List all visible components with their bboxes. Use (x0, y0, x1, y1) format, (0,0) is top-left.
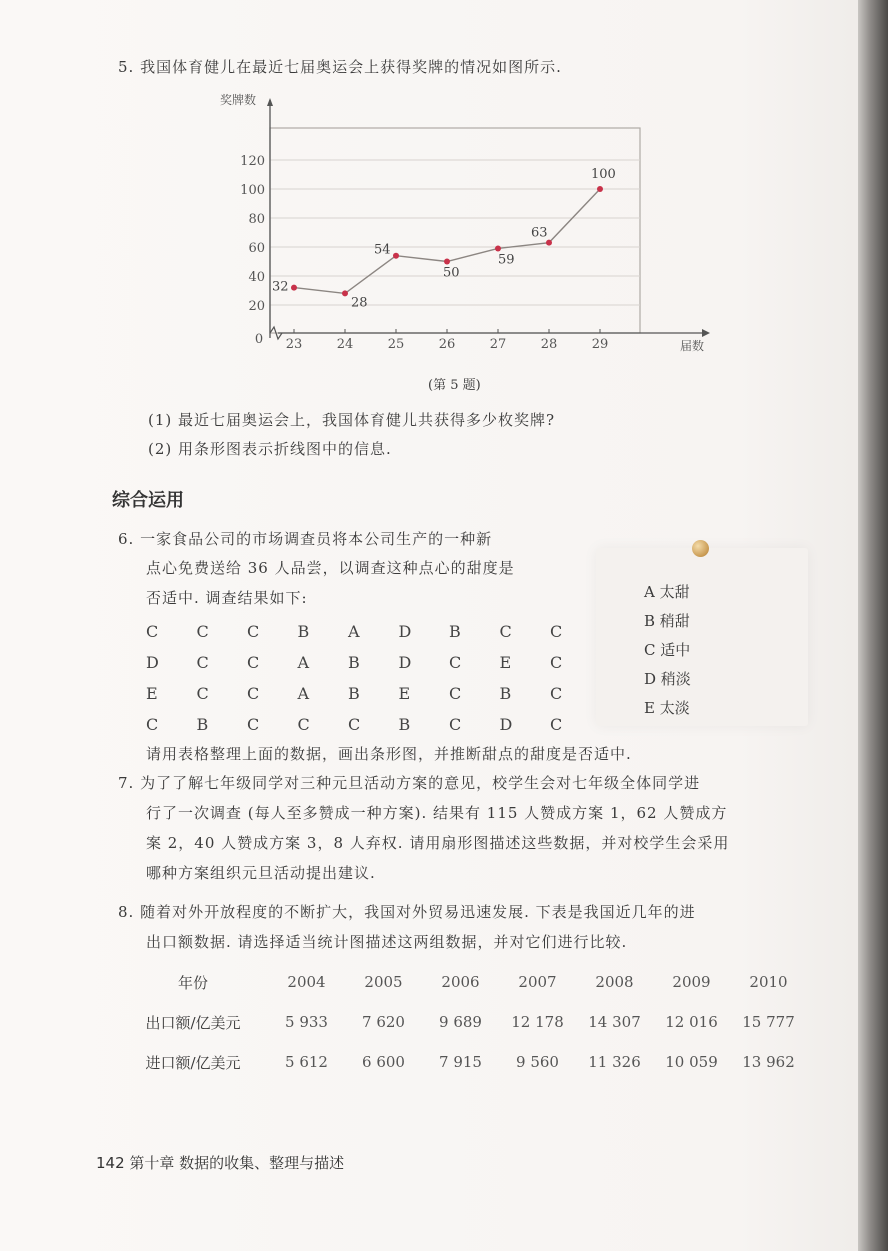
survey-cell: D (398, 653, 412, 672)
data-label: 32 (272, 279, 289, 295)
survey-cell: C (247, 684, 260, 703)
survey-cell: C (196, 684, 209, 703)
table-row (118, 1002, 818, 1042)
survey-cell: B (196, 715, 209, 734)
table-header-cell: 年份 (177, 973, 208, 992)
question-6-line-3: 否适中. 调查结果如下: (146, 589, 308, 607)
legend-item: E 太淡 (644, 699, 690, 717)
survey-cell: B (499, 684, 512, 703)
x-tick-label: 26 (438, 337, 456, 352)
data-point (291, 285, 297, 291)
data-point (342, 290, 348, 296)
legend-item: D 稍淡 (644, 670, 691, 688)
question-7-line-2: 行了一次调查 (每人至多赞成一种方案). 结果有 115 人赞成方案 1，62 人赞成方 (146, 804, 728, 822)
survey-cell: C (550, 715, 563, 734)
question-5-sub-1: (1) 最近七届奥运会上，我国体育健儿共获得多少枚奖牌? (148, 411, 556, 429)
data-label: 54 (374, 242, 391, 258)
question-6-line-2: 点心免费送给 36 人品尝，以调查这种点心的甜度是 (146, 559, 515, 577)
survey-cell: C (449, 715, 462, 734)
survey-cell: C (449, 684, 462, 703)
table-cell: 13 962 (742, 1053, 795, 1071)
table-header-cell: 2009 (672, 973, 711, 991)
survey-cell: C (348, 715, 361, 734)
survey-cell: A (297, 684, 310, 703)
table-cell: 15 777 (742, 1013, 795, 1031)
survey-cell: C (196, 653, 209, 672)
legend-item: B 稍甜 (644, 612, 690, 630)
x-tick-label: 27 (489, 337, 507, 352)
legend-item: C 适中 (644, 641, 691, 659)
x-tick-label: 23 (285, 337, 303, 352)
table-header-cell: 2004 (287, 973, 326, 991)
survey-row (146, 616, 601, 647)
question-7-line-3: 案 2，40 人赞成方案 3，8 人弃权. 请用扇形图描述这些数据，并对校学生会采用 (146, 834, 730, 852)
survey-cell: C (550, 684, 563, 703)
survey-cell: A (297, 653, 310, 672)
x-tick-label: 29 (591, 337, 609, 352)
survey-cell: C (550, 622, 563, 641)
table-cell: 5 612 (285, 1053, 328, 1071)
table-header-cell: 2008 (595, 973, 634, 991)
survey-cell: A (348, 622, 360, 641)
data-point (393, 253, 399, 259)
figure-caption: (第 5 题) (428, 378, 481, 393)
table-header-cell: 2005 (364, 973, 403, 991)
sweetness-legend-card (596, 548, 808, 726)
table-cell: 9 560 (516, 1053, 559, 1071)
y-tick-label: 40 (248, 270, 265, 285)
survey-cell: E (499, 653, 512, 672)
question-7-line-1: 7. 为了了解七年级同学对三种元旦活动方案的意见，校学生会对七年级全体同学进 (118, 774, 701, 792)
survey-cell: C (146, 715, 159, 734)
book-spine-shadow (858, 0, 888, 1251)
table-cell: 12 016 (665, 1013, 718, 1031)
survey-cell: B (449, 622, 461, 641)
table-cell: 14 307 (588, 1013, 641, 1031)
survey-cell: C (247, 622, 260, 641)
origin-label: 0 (254, 332, 264, 347)
y-tick-label: 120 (240, 154, 265, 169)
table-header-row (118, 962, 818, 1002)
survey-cell: C (550, 653, 563, 672)
table-header-cell: 2007 (518, 973, 557, 991)
question-7-line-4: 哪种方案组织元旦活动提出建议. (146, 864, 376, 882)
question-6-instruction: 请用表格整理上面的数据，画出条形图，并推断甜点的甜度是否适中. (146, 745, 632, 763)
survey-cell: B (348, 653, 360, 672)
survey-cell: C (247, 653, 260, 672)
table-row (118, 1042, 818, 1082)
survey-cell: C (247, 715, 260, 734)
table-cell: 6 600 (362, 1053, 405, 1071)
question-8-line-2: 出口额数据. 请选择适当统计图描述这两组数据，并对它们进行比较. (146, 933, 628, 951)
x-tick-label: 25 (387, 337, 405, 352)
pushpin-icon (692, 540, 709, 557)
medal-line-chart (210, 88, 730, 363)
table-cell: 5 933 (285, 1013, 328, 1031)
x-tick-label: 24 (336, 337, 354, 352)
section-title: 综合运用 (112, 490, 184, 511)
survey-cell: B (398, 715, 411, 734)
data-label: 63 (531, 225, 548, 241)
survey-cell: C (146, 622, 159, 641)
table-cell: 出口额/亿美元 (145, 1013, 241, 1032)
table-cell: 10 059 (665, 1053, 718, 1071)
table-header-cell: 2010 (749, 973, 788, 991)
survey-results-grid (146, 616, 601, 740)
question-5-text: 5. 我国体育健儿在最近七届奥运会上获得奖牌的情况如图所示. (118, 58, 562, 76)
survey-cell: D (499, 715, 513, 734)
data-label: 28 (351, 295, 368, 311)
table-cell: 7 915 (439, 1053, 482, 1071)
data-point (444, 259, 450, 265)
sweetness-legend (644, 578, 691, 723)
x-axis-label: 届数 (680, 339, 705, 353)
data-label: 100 (591, 167, 616, 182)
legend-item: A 太甜 (644, 583, 690, 601)
survey-cell: C (297, 715, 310, 734)
survey-cell: E (398, 684, 411, 703)
y-tick-label: 100 (240, 183, 265, 198)
page-footer: 142 第十章 数据的收集、整理与描述 (96, 1154, 345, 1172)
table-cell: 11 326 (588, 1053, 641, 1071)
survey-row (146, 647, 601, 678)
table-cell: 12 178 (511, 1013, 564, 1031)
table-cell: 9 689 (439, 1013, 482, 1031)
survey-row (146, 678, 601, 709)
survey-cell: C (449, 653, 462, 672)
data-label: 50 (443, 265, 460, 281)
trade-data-table (118, 962, 818, 1082)
survey-row (146, 709, 601, 740)
survey-cell: B (348, 684, 360, 703)
x-axis-arrow (702, 329, 710, 337)
table-cell: 进口额/亿美元 (145, 1053, 241, 1072)
table-header-cell: 2006 (441, 973, 480, 991)
y-axis-arrow (267, 98, 273, 106)
data-point (495, 245, 501, 251)
y-tick-label: 60 (248, 241, 265, 256)
table-cell: 7 620 (362, 1013, 405, 1031)
y-axis-label: 奖牌数 (220, 93, 257, 107)
x-tick-label: 28 (540, 337, 558, 352)
survey-cell: E (146, 684, 158, 703)
survey-cell: D (146, 653, 159, 672)
plot-frame (270, 128, 640, 333)
data-point (597, 186, 603, 192)
survey-cell: C (196, 622, 209, 641)
survey-cell: B (297, 622, 310, 641)
question-8-line-1: 8. 随着对外开放程度的不断扩大，我国对外贸易迅速发展. 下表是我国近几年的进 (118, 903, 696, 921)
y-tick-label: 80 (248, 212, 265, 227)
data-label: 59 (498, 252, 515, 268)
question-6-line-1: 6. 一家食品公司的市场调查员将本公司生产的一种新 (118, 530, 493, 548)
y-tick-label: 20 (248, 299, 265, 314)
survey-cell: D (398, 622, 412, 641)
question-5-sub-2: (2) 用条形图表示折线图中的信息. (148, 440, 392, 458)
survey-cell: C (499, 622, 512, 641)
